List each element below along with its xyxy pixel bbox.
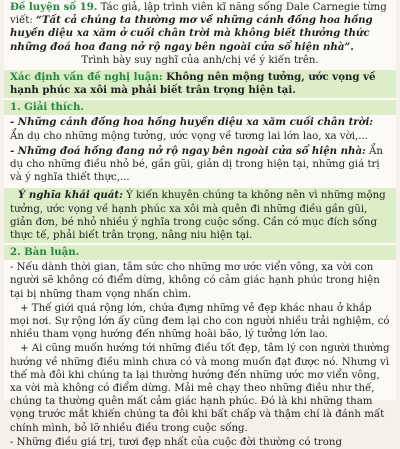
summary-label: Ý nghĩa khái quát: — [18, 189, 123, 202]
discussion-paragraph-1: - Nếu dành thời gian, tâm sức cho những mơ ước viển vông, xa vời con người sẽ không có điểm dừng, không có cảm giác hạnh phúc trong hiện tại bị những tham vọng nhấn chìm. — [10, 262, 380, 300]
exercise-label: Đề luyện số 19. — [10, 1, 98, 13]
discussion-paragraph-4: - Những điều giá trị, tươi đẹp nhất của cuộc đời thường có trong — [10, 436, 342, 448]
define-issue-text: Không nên mộng tưởng, ước vọng về hạnh phúc xa xôi mà phải biết trân trọng hiện tại. — [10, 71, 376, 97]
explain-item-2 — [4, 144, 396, 186]
section-2-heading: 2. Bàn luận. — [4, 245, 396, 260]
discussion-paragraph-2: + Thế giới quá rộng lớn, chứa đựng những vẻ đẹp khác nhau ở khắp mọi nơi. Sự rộng lớn ấy cũng đem lại cho con người nhiều trải nghiệm, có nhiều tham vọng hướng đến những hoài bão, lý tưởng lớn lao. — [10, 302, 390, 341]
topic-paragraph — [4, 0, 396, 54]
explain-item-2-term: - Những đoá hồng đang nở rộ ngay bên ngoài cửa sổ hiện nhà: — [10, 144, 366, 157]
document-page — [4, 0, 396, 448]
discussion-paragraph-3: + Ai cũng muốn hướng tới những điều tốt đẹp, tâm lý con người thường hướng về những điều mình chưa có và mong muốn đạt được nó. Nhưng vì thế mà đôi khi chúng ta lại thường hướng đến những ước mơ viển vông, xa vời mà không có điểm dừng. Mải mê chạy theo những điều như thế, chúng ta thường quên mất cảm giác hạnh phúc. Đó là khi những tham vọng trước mắt khiến chúng ta đôi khi bất chấp và thậm chí là đánh mất chính mình, bỏ lỡ nhiều điều trong cuộc sống. — [10, 343, 390, 434]
explain-item-1-term: - Những cánh đồng hoa hồng huyền diệu xa xăm cuối chân trời: — [10, 116, 374, 129]
explain-item-1-text: Ẩn dụ cho những mộng tưởng, ước vọng về tương lai lớn lao, xa vời,... — [10, 130, 368, 142]
explain-item-2-text: Ẩn dụ cho những điều nhỏ bé, gần gũi, giản dị trong hiện tại, những giá trị và ý nghĩa thiết thực,... — [10, 145, 383, 184]
topic-intro: Tác giả, lập trình viên kĩ năng sống Dale Carnegie từng viết: — [10, 2, 387, 27]
define-issue-label: Xác định vấn đề nghị luận: — [10, 71, 163, 84]
section-1-heading: 1. Giải thích. — [4, 100, 396, 115]
define-issue-box — [4, 70, 396, 98]
explain-item-1 — [4, 115, 396, 143]
summary-text: Ý kiến khuyên chúng ta không nên vì những mộng tưởng, ước vọng về hạnh phúc xa xôi mà quên đi những điều gần gũi, giản đơn, bé nhỏ nhiều ý nghĩa trong cuộc sống. Cần có mục đích sống thực tế, phải biết trân trọng, nâng niu hiện tại. — [10, 190, 386, 242]
topic-task: Trình bày suy nghĩ của anh/chị về ý kiến trên. — [81, 54, 319, 66]
topic-quote: “Tất cả chúng ta thường mơ về những cánh đồng hoa hồng huyền diệu xa xăm ở cuối chân trời mà không biết thưởng thức những đoá hoa đang nở rộ ngay bên ngoài cửa sổ hiện nhà”. — [10, 14, 373, 53]
summary-box — [4, 188, 396, 243]
